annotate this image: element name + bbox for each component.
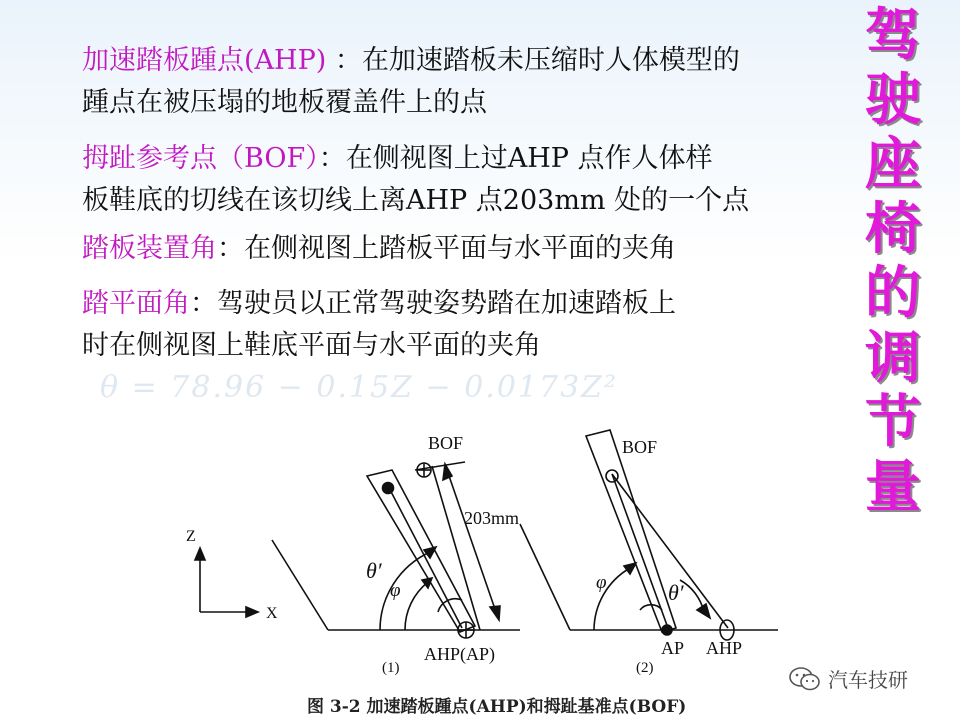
phi-label-2: φ — [596, 572, 607, 593]
dim-arrowhead-top — [443, 464, 452, 480]
ap-label: AP — [661, 638, 685, 658]
axis-z-label: Z — [186, 528, 196, 545]
toe-board-2 — [520, 524, 570, 630]
side-title-char: 驾 — [865, 3, 921, 68]
phi-arc-1 — [405, 582, 428, 630]
shoe-sole-line-2 — [612, 474, 668, 628]
definition-ahp-line2: 踵点在被压塌的地板覆盖件上的点 — [82, 87, 487, 118]
term-foot-angle: 踏平面角 — [82, 288, 190, 319]
ahp-ap-label: AHP(AP) — [424, 644, 496, 664]
pedal-pivot-dot — [383, 483, 394, 494]
side-title-char: 节 — [865, 390, 921, 455]
shoe-sole-line-1 — [387, 484, 462, 628]
definition-bof-line2: 板鞋底的切线在该切线上离AHP 点203mm 处的一个点 — [82, 185, 750, 216]
theta-arc-1 — [380, 552, 430, 630]
axis-z-arrow — [195, 548, 205, 560]
diagram-2 — [520, 430, 778, 640]
ap-dot — [662, 625, 672, 635]
theta-label-2: θ′ — [668, 580, 684, 605]
faint-formula: θ = 78.96 − 0.15Z − 0.0173Z² — [100, 370, 619, 405]
bof-label-1: BOF — [428, 433, 464, 453]
side-title-char: 椅 — [865, 196, 921, 262]
bof-label-2: BOF — [622, 437, 658, 457]
phi-label-1: φ — [390, 580, 401, 601]
definition-foot-angle-line2: 时在侧视图上鞋底平面与水平面的夹角 — [82, 330, 541, 361]
term-pedal-angle: 踏板装置角 — [82, 233, 217, 264]
toe-board-1 — [272, 540, 328, 630]
axis-x-label: X — [266, 605, 278, 622]
definition-ahp-line1: ：在加速踏板未压缩时人体模型的 — [334, 45, 740, 76]
watermark — [788, 664, 908, 693]
side-title-char: 调 — [865, 325, 921, 391]
figure-caption: 图 3-2 加速踏板踵点(AHP)和拇趾基准点(BOF) — [307, 697, 687, 717]
axis-x-arrow — [246, 607, 258, 617]
dim-arrowhead-bottom — [490, 606, 500, 620]
side-title-char: 的 — [865, 261, 921, 326]
definition-foot-angle-line1: ：驾驶员以正常驾驶姿势踏在加速踏板上 — [190, 288, 676, 319]
diagram-1 — [272, 462, 520, 638]
bof-tangent-1 — [432, 466, 480, 630]
definition-pedal-angle-text: ：在侧视图上踏板平面与水平面的夹角 — [217, 233, 676, 264]
term-bof: 拇趾参考点（BOF） — [82, 143, 319, 174]
diagram-number-1: (1) — [382, 660, 400, 676]
side-title-char: 量 — [865, 454, 921, 520]
watermark-text: 汽车技研 — [828, 668, 908, 692]
diagram-number-2: (2) — [636, 660, 654, 676]
ahp-label-2: AHP — [706, 638, 743, 658]
definition-bof-line1: ：在侧视图上过AHP 点作人体样 — [318, 143, 713, 174]
wechat-icon — [788, 666, 822, 692]
term-ahp: 加速踏板踵点(AHP) — [82, 45, 335, 76]
side-title-char: 驶 — [865, 67, 921, 133]
side-title-char: 座 — [865, 132, 921, 197]
dimension-label: 203mm — [464, 508, 520, 528]
theta-label-1: θ′ — [366, 558, 382, 583]
